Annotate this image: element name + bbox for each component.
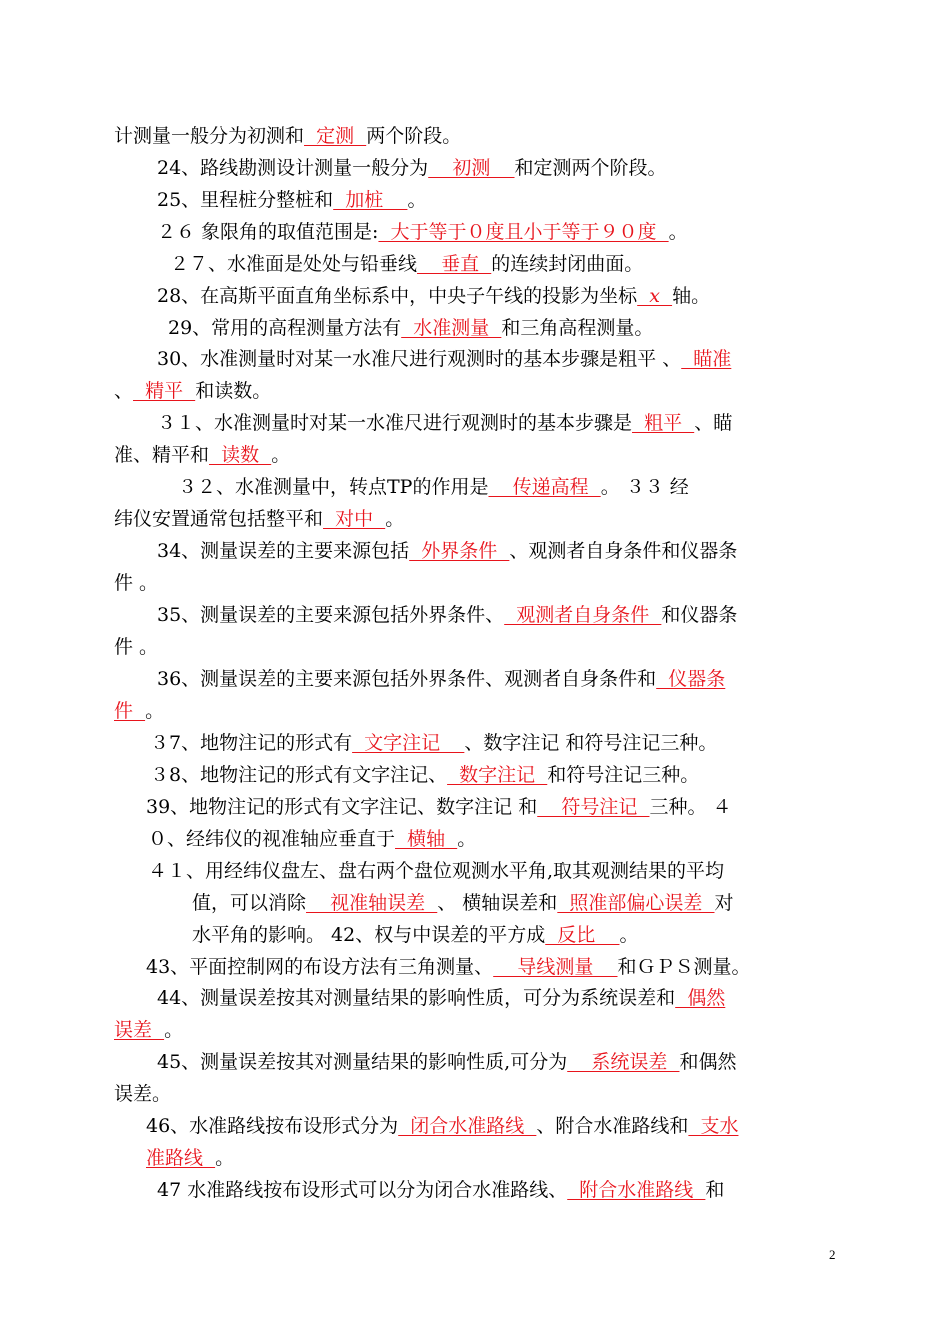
line-text: 。 ３３ 经 (600, 476, 689, 498)
answer-blank: 仪器条 (656, 668, 726, 690)
answer-blank: 附合水准路线 (567, 1179, 706, 1201)
line-text: 44、测量误差按其对测量结果的影响性质，可分为系统误差和 (157, 987, 676, 1009)
line-text: 。 (407, 189, 427, 211)
line-text: 的连续封闭曲面。 (491, 253, 644, 275)
text-line (146, 1113, 738, 1139)
line-text: 34、测量误差的主要来源包括 (157, 540, 410, 562)
line-text: 。 (668, 221, 688, 243)
answer-blank: 件 (114, 700, 146, 722)
line-text: 35、测量误差的主要来源包括外界条件、 (157, 604, 505, 626)
text-line (150, 730, 717, 756)
line-text: 24、路线勘测设计测量一般分为 (157, 157, 429, 179)
answer-blank: 误差 (114, 1019, 165, 1041)
text-line (114, 123, 461, 149)
line-text: 和符号注记三种。 (547, 764, 700, 786)
text-line (114, 570, 158, 596)
text-line (148, 858, 724, 884)
line-text: 、数字注记 和符号注记三种。 (464, 732, 718, 754)
answer-blank: 加桩 (333, 189, 408, 211)
line-text: 。 (215, 1147, 235, 1169)
answer-blank: 文字注记 (352, 732, 465, 754)
line-text: ２６ 象限角的取值范围是: (157, 221, 379, 243)
text-line (148, 826, 476, 852)
answer-blank: x (637, 285, 673, 307)
answer-blank: 对中 (323, 508, 386, 530)
line-text: 43、平面控制网的布设方法有三角测量、 (146, 956, 494, 978)
line-text: 。 (145, 700, 165, 722)
text-line (150, 762, 699, 788)
text-line (146, 954, 751, 980)
text-line (157, 985, 725, 1011)
line-text: 件 。 (114, 572, 159, 594)
line-text: 三种。 ４ (649, 796, 732, 818)
line-text: 和仪器条 (661, 604, 738, 626)
text-line (114, 506, 404, 532)
answer-blank: 瞄准 (681, 348, 732, 370)
text-line (157, 187, 426, 213)
line-text: 和读数。 (195, 380, 272, 402)
answer-blank: 传递高程 (488, 476, 601, 498)
line-text: 、观测者自身条件和仪器条 (509, 540, 738, 562)
answer-blank: 横轴 (395, 828, 458, 850)
line-text: 45、测量误差按其对测量结果的影响性质,可分为 (157, 1051, 568, 1073)
line-text: 。 (457, 828, 477, 850)
answer-blank: 粗平 (632, 412, 695, 434)
text-line (157, 666, 725, 692)
answer-blank: 准路线 (146, 1147, 216, 1169)
text-line (192, 890, 734, 916)
line-text: 和三角高程测量。 (501, 317, 654, 339)
line-text: 水平角的影响。 42、权与中误差的平方成 (192, 924, 546, 946)
answer-blank: 反比 (545, 924, 620, 946)
line-text: 误差。 (114, 1083, 172, 1105)
text-line (178, 474, 689, 500)
answer-blank: 照准部偏心误差 (557, 892, 715, 914)
line-text: ０、经纬仪的视准轴应垂直于 (148, 828, 396, 850)
text-line (157, 410, 732, 436)
line-text: 39、地物注记的形式有文字注记、数字注记 和 (146, 796, 538, 818)
line-text: 。 (164, 1019, 184, 1041)
line-text: 25、里程桩分整桩和 (157, 189, 334, 211)
answer-blank: 导线测量 (493, 956, 618, 978)
text-line (192, 922, 638, 948)
text-line (157, 283, 710, 309)
page-number: 2 (829, 1247, 836, 1262)
line-text: 、附合水准路线和 (536, 1115, 689, 1137)
text-line (157, 538, 737, 564)
line-text: 准、精平和 (114, 444, 210, 466)
answer-blank: 符号注记 (537, 796, 650, 818)
line-text: 对 (714, 892, 734, 914)
text-line (114, 378, 271, 404)
text-line (146, 794, 732, 820)
line-text: 两个阶段。 (366, 125, 462, 147)
line-text: ３１、水准测量时对某一水准尺进行观测时的基本步骤是 (157, 412, 633, 434)
line-text: 纬仪安置通常包括整平和 (114, 508, 324, 530)
text-line (157, 602, 737, 628)
line-text: 值，可以消除 (192, 892, 307, 914)
text-line (157, 219, 688, 245)
answer-blank: 系统误差 (567, 1051, 680, 1073)
line-text: 和ＧＰＳ测量。 (617, 956, 751, 978)
answer-blank: 外界条件 (409, 540, 510, 562)
answer-blank: 垂直 (417, 253, 492, 275)
line-text: ３7、地物注记的形式有 (150, 732, 353, 754)
line-text: 。 (271, 444, 291, 466)
line-text: 、 横轴误差和 (437, 892, 558, 914)
line-text: 计测量一般分为初测和 (114, 125, 305, 147)
line-text: 30、水准测量时对某一水准尺进行观测时的基本步骤是粗平 、 (157, 348, 682, 370)
line-text: ２７、水准面是处处与铅垂线 (170, 253, 418, 275)
answer-blank: 读数 (209, 444, 272, 466)
answer-blank: 水准测量 (401, 317, 502, 339)
text-line (146, 1145, 234, 1171)
line-text: ３２、水准测量中，转点TP的作用是 (178, 476, 489, 498)
answer-blank: 视准轴误差 (306, 892, 438, 914)
line-text: 47 水准路线按布设形式可以分为闭合水准路线、 (157, 1179, 568, 1201)
line-text: 和定测两个阶段。 (514, 157, 667, 179)
line-text: 件 。 (114, 636, 159, 658)
answer-blank: 闭合水准路线 (398, 1115, 537, 1137)
line-text: 36、测量误差的主要来源包括外界条件、观测者自身条件和 (157, 668, 657, 690)
answer-blank: 数字注记 (447, 764, 548, 786)
line-text: 、 (114, 380, 134, 402)
line-text: 28、在高斯平面直角坐标系中，中央子午线的投影为坐标 (157, 285, 638, 307)
text-line (114, 1017, 183, 1043)
answer-blank: 观测者自身条件 (504, 604, 662, 626)
answer-blank: 定测 (304, 125, 367, 147)
line-text: 29、常用的高程测量方法有 (168, 317, 402, 339)
answer-blank: 偶然 (675, 987, 726, 1009)
line-text: 46、水准路线按布设形式分为 (146, 1115, 399, 1137)
text-line (157, 1049, 736, 1075)
answer-blank: 初测 (428, 157, 515, 179)
line-text: 和 (705, 1179, 725, 1201)
text-line (168, 315, 653, 341)
text-line (114, 1081, 171, 1107)
text-line (157, 346, 731, 372)
text-line (114, 634, 158, 660)
answer-blank: 支水 (688, 1115, 739, 1137)
answer-blank: 大于等于０度且小于等于９０度 (378, 221, 669, 243)
line-text: 。 (385, 508, 405, 530)
line-text: 、瞄 (694, 412, 733, 434)
line-text: ４１、用经纬仪盘左、盘右两个盘位观测水平角,取其观测结果的平均 (148, 860, 725, 882)
line-text: 轴。 (672, 285, 711, 307)
line-text: 。 (619, 924, 639, 946)
text-line (157, 1177, 724, 1203)
text-line (114, 442, 290, 468)
line-text: 和偶然 (679, 1051, 737, 1073)
text-line (157, 155, 667, 181)
answer-blank: 精平 (133, 380, 196, 402)
text-line (170, 251, 643, 277)
text-line (114, 698, 164, 724)
line-text: ３8、地物注记的形式有文字注记、 (150, 764, 448, 786)
